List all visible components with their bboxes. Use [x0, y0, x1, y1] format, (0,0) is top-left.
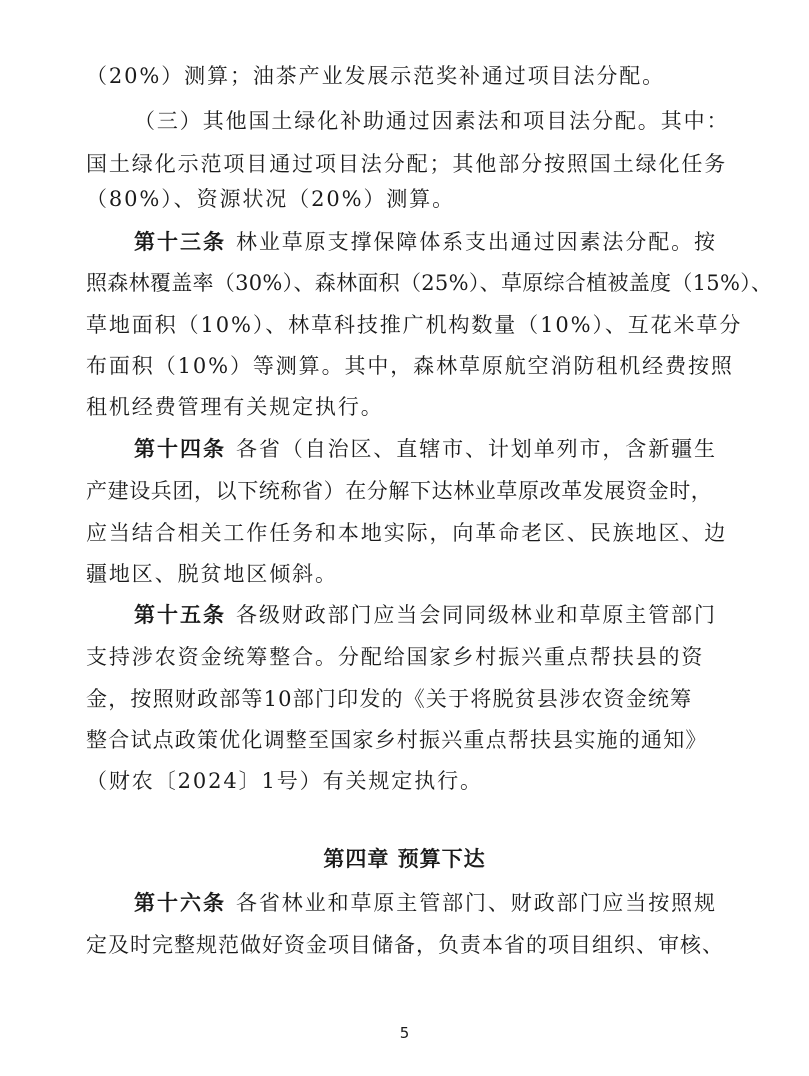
page-number: 5	[399, 1024, 410, 1042]
text-line-1: （20%）测算；油茶产业发展示范奖补通过项目法分配。	[86, 64, 666, 88]
article-15-paragraph	[134, 600, 717, 630]
text-line-3: 国土绿化示范项目通过项目法分配；其他部分按照国土绿化任务	[86, 152, 728, 176]
article-13-title: 第十三条	[134, 230, 226, 254]
text-line-15: 支持涉农资金统筹整合。分配给国家乡村振兴重点帮扶县的资	[86, 645, 705, 669]
article-15-title: 第十五条	[134, 603, 226, 627]
text-line-20: 定及时完整规范做好资金项目储备，负责本省的项目组织、审核、	[86, 933, 724, 957]
text-line-6: 照森林覆盖率（30%）、森林面积（25%）、草原综合植被盖度（15%）、	[86, 271, 773, 295]
chapter-heading: 第四章 预算下达	[323, 847, 486, 871]
text-line-8: 布面积（10%）等测算。其中，森林草原航空消防租机经费按照	[86, 354, 734, 378]
text-line-17: 整合试点政策优化调整至国家乡村振兴重点帮扶县实施的通知》	[86, 728, 708, 752]
text-line-13: 疆地区、脱贫地区倾斜。	[86, 562, 338, 586]
text-line-19: 各省林业和草原主管部门、财政部门应当按照规	[236, 891, 717, 915]
article-16-paragraph	[134, 888, 717, 918]
text-line-18: （财农〔2024〕1号）有关规定执行。	[86, 769, 483, 793]
text-line-11: 产建设兵团，以下统称省）在分解下达林业草原改革发展资金时，	[86, 479, 713, 503]
text-line-14: 各级财政部门应当会同同级林业和草原主管部门	[236, 603, 717, 627]
text-line-16: 金，按照财政部等10部门印发的《关于将脱贫县涉农资金统筹	[86, 687, 693, 711]
text-line-2: （三）其他国土绿化补助通过因素法和项目法分配。其中：	[134, 109, 730, 133]
text-line-5: 林业草原支撑保障体系支出通过因素法分配。按	[236, 230, 717, 254]
article-16-title: 第十六条	[134, 891, 226, 915]
article-13-paragraph	[134, 227, 717, 257]
article-14-title: 第十四条	[134, 437, 226, 461]
text-line-7: 草地面积（10%）、林草科技推广机构数量（10%）、互花米草分	[86, 313, 743, 337]
article-14-paragraph	[134, 434, 717, 464]
text-line-12: 应当结合相关工作任务和本地实际，向革命老区、民族地区、边	[86, 521, 728, 545]
text-line-4: （80%）、资源状况（20%）测算。	[86, 187, 456, 211]
text-line-10: 各省（自治区、直辖市、计划单列市，含新疆生	[236, 437, 717, 461]
text-line-9: 租机经费管理有关规定执行。	[86, 395, 384, 419]
